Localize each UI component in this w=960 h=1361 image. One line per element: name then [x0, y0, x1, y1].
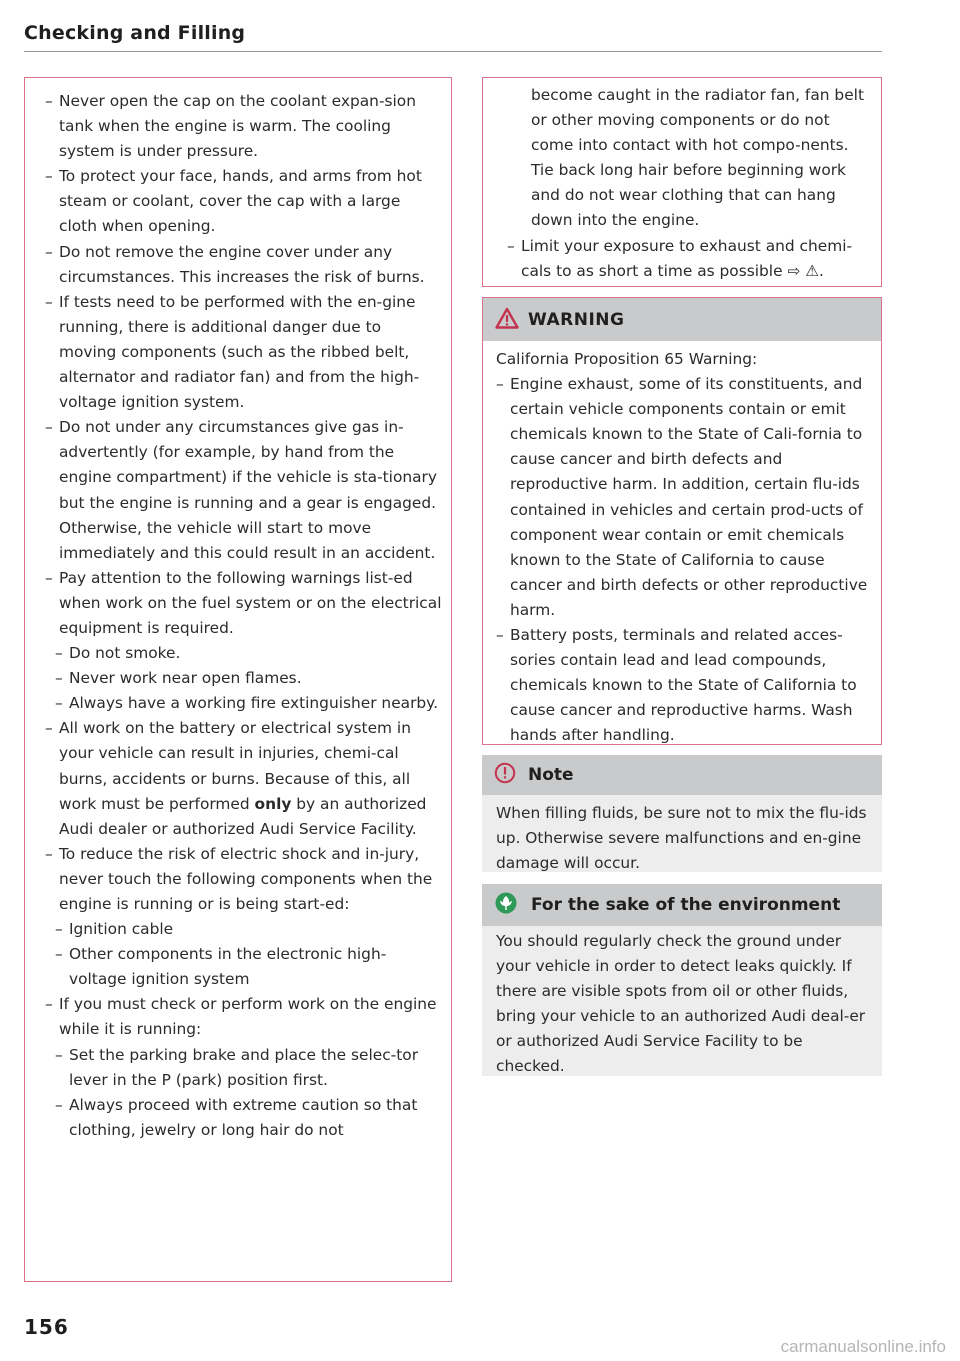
left-list	[35, 89, 443, 1143]
list-item: – To protect your face, hands, and arms from hot steam or coolant, cover the cap with a large cloth when opening.	[35, 164, 443, 239]
page-header-title: Checking and Filling	[24, 22, 246, 44]
sub-list-item: – Always proceed with extreme caution so that clothing, jewelry or long hair do not	[35, 1093, 443, 1143]
environment-header	[482, 884, 882, 926]
list-item: – If tests need to be performed with the en-gine running, there is additional danger due to moving components (such as the ribbed belt, alternator and radiator fan) and from the high-voltage ignition system.	[35, 290, 443, 415]
info-circle-icon	[494, 762, 516, 788]
list-item: – Battery posts, terminals and related acces-sories contain lead and lead compounds, chemicals known to the State of California to cause cancer and reproductive harms. Wash hands after handling.	[496, 623, 873, 748]
environment-box	[482, 884, 882, 1076]
sub-list-item: – Always have a working fire extinguisher nearby.	[35, 691, 443, 716]
warning-triangle-icon	[495, 307, 519, 333]
note-title: Note	[528, 765, 574, 785]
note-header	[482, 755, 882, 795]
warning-intro: California Proposition 65 Warning:	[496, 350, 758, 368]
environment-title: For the sake of the environment	[531, 895, 841, 915]
continuation-text: become caught in the radiator fan, fan belt or other moving components or do not come into contact with hot compo-nents. Tie back long hair before beginning work and do not wear clothing that can hang down into the engine.	[531, 86, 864, 230]
environment-leaf-icon	[494, 891, 518, 919]
list-item: – Never open the cap on the coolant expan-sion tank when the engine is warm. The cooling system is under pressure.	[35, 89, 443, 164]
environment-text: You should regularly check the ground under your vehicle in order to detect leaks quickly. If there are visible spots from oil or other fluids, bring your vehicle to an authorized Audi deal-er or authorized Audi Service Facility to be checked.	[496, 932, 866, 1076]
header-rule	[24, 51, 882, 52]
warning-box	[482, 297, 882, 745]
bold-only: only	[254, 794, 292, 813]
right-list	[497, 234, 871, 284]
list-item: – Do not under any circumstances give gas in-advertently (for example, by hand from the engine compartment) if the vehicle is sta-tionary but the engine is running and a gear is engaged. Otherwise, the vehicle will start to move immediately and this could result in an accident.	[35, 415, 443, 566]
page-number: 156	[24, 1315, 69, 1339]
right-continuation-box	[482, 77, 882, 287]
list-item: – Pay attention to the following warnings list-ed when work on the fuel system or on the electrical equipment is required.	[35, 566, 443, 641]
sub-list-item: – Set the parking brake and place the selec-tor lever in the P (park) position first.	[35, 1043, 443, 1093]
left-warning-box	[24, 77, 452, 1282]
list-item-battery: – All work on the battery or electrical system in your vehicle can result in injuries, chemi-cal burns, accidents or burns. Because of this, all work must be performed only by an authorized Audi dealer or authorized Audi Service Facility.	[35, 716, 443, 841]
sub-list-item: – Never work near open flames.	[35, 666, 443, 691]
watermark-text: carmanualsonline.info	[780, 1337, 946, 1356]
sub-list-item: – Other components in the electronic high-voltage ignition system	[35, 942, 443, 992]
sub-list-item: – Do not smoke.	[35, 641, 443, 666]
list-item: – If you must check or perform work on the engine while it is running:	[35, 992, 443, 1042]
note-text: When filling fluids, be sure not to mix the flu-ids up. Otherwise severe malfunctions and en-gine damage will occur.	[496, 804, 867, 873]
warning-list	[496, 372, 873, 748]
note-box	[482, 755, 882, 872]
warning-header	[483, 298, 881, 341]
list-item: – Engine exhaust, some of its constituents, and certain vehicle components contain or emit chemicals known to the State of Cali-fornia to cause cancer and birth defects and reproductive harm. In addition, certain flu-ids contained in vehicles and certain prod-ucts of component wear contain or emit chemicals known to the State of California to cause cancer and birth defects or other reproductive harm.	[496, 372, 873, 623]
sub-list-item: – Ignition cable	[35, 917, 443, 942]
list-item: – Do not remove the engine cover under any circumstances. This increases the risk of burns.	[35, 240, 443, 290]
warning-title: WARNING	[528, 309, 625, 330]
list-item: – To reduce the risk of electric shock and in-jury, never touch the following components when the engine is running or is being start-ed:	[35, 842, 443, 917]
list-item: – Limit your exposure to exhaust and chemi-cals to as short a time as possible ⇨ ⚠.	[497, 234, 871, 284]
